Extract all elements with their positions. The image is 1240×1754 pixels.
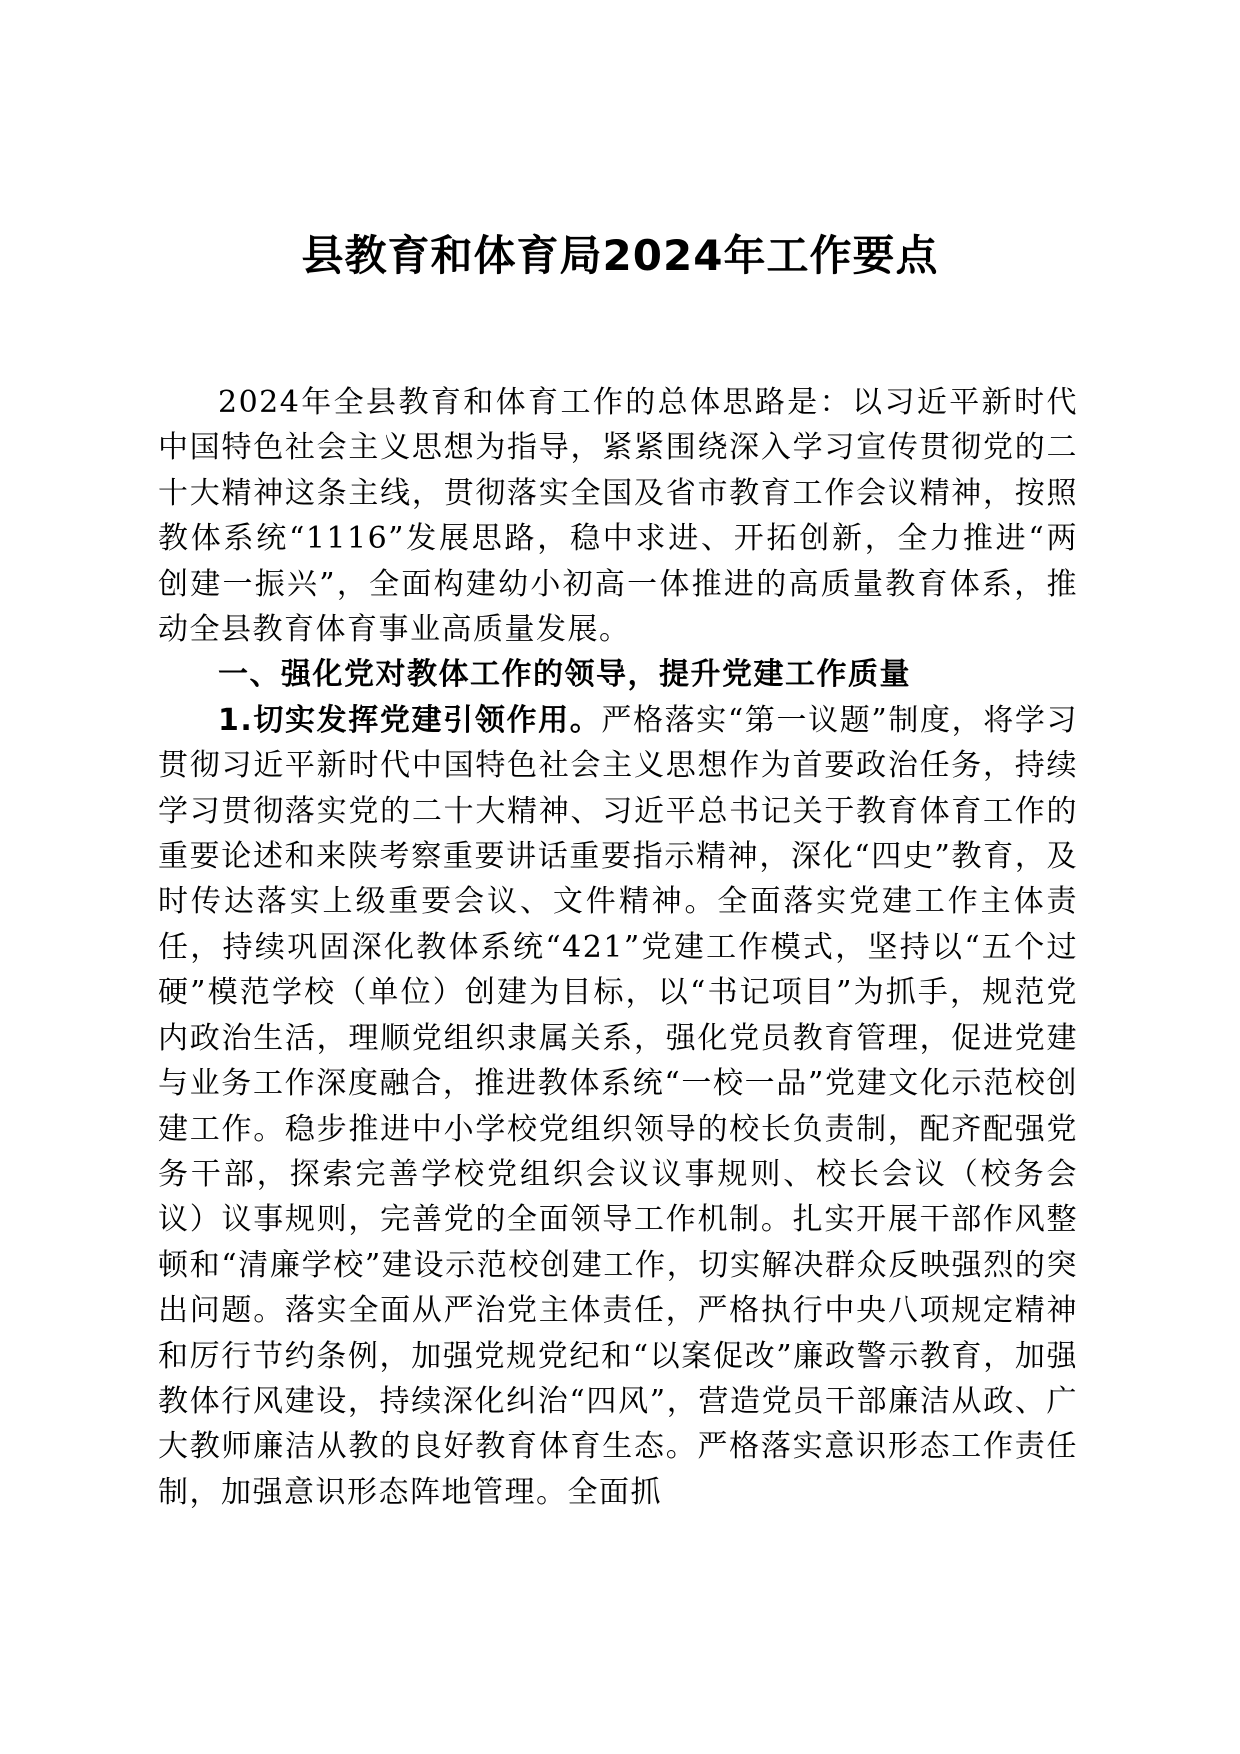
document-body	[158, 380, 1078, 1515]
item-lead: 1.切实发挥党建引领作用。	[218, 702, 602, 738]
document-title: 县教育和体育局2024年工作要点	[301, 231, 939, 280]
intro-paragraph: 2024年全县教育和体育工作的总体思路是：以习近平新时代中国特色社会主义思想为指导，紧紧围绕深入学习宣传贯彻党的二十大精神这条主线，贯彻落实全国及省市教育工作会议精神，按照教体系统“1116”发展思路，稳中求进、开拓创新，全力推进“两创建一振兴”，全面构建幼小初高一体推进的高质量教育体系，推动全县教育体育事业高质量发展。	[158, 385, 1078, 648]
item-paragraph	[158, 698, 1078, 1515]
item-text: 严格落实“第一议题”制度，将学习贯彻习近平新时代中国特色社会主义思想作为首要政治任务，持续学习贯彻落实党的二十大精神、习近平总书记关于教育体育工作的重要论述和来陕考察重要讲话重要指示精神，深化“四史”教育，及时传达落实上级重要会议、文件精神。全面落实党建工作主体责任，持续巩固深化教体系统“421”党建工作模式，坚持以“五个过硬”模范学校（单位）创建为目标，以“书记项目”为抓手，规范党内政治生活，理顺党组织隶属关系，强化党员教育管理，促进党建与业务工作深度融合，推进教体系统“一校一品”党建文化示范校创建工作。稳步推进中小学校党组织领导的校长负责制，配齐配强党务干部，探索完善学校党组织会议议事规则、校长会议（校务会议）议事规则，完善党的全面领导工作机制。扎实开展干部作风整顿和“清廉学校”建设示范校创建工作，切实解决群众反映强烈的突出问题。落实全面从严治党主体责任，严格执行中央八项规定精神和厉行节约条例，加强党规党纪和“以案促改”廉政警示教育，加强教体行风建设，持续深化纠治“四风”，营造党员干部廉洁从政、广大教师廉洁从教的良好教育体育生态。严格落实意识形态工作责任制，加强意识形态阵地管理。全面抓	[158, 702, 1078, 1510]
section-heading: 一、强化党对教体工作的领导，提升党建工作质量	[218, 657, 911, 693]
